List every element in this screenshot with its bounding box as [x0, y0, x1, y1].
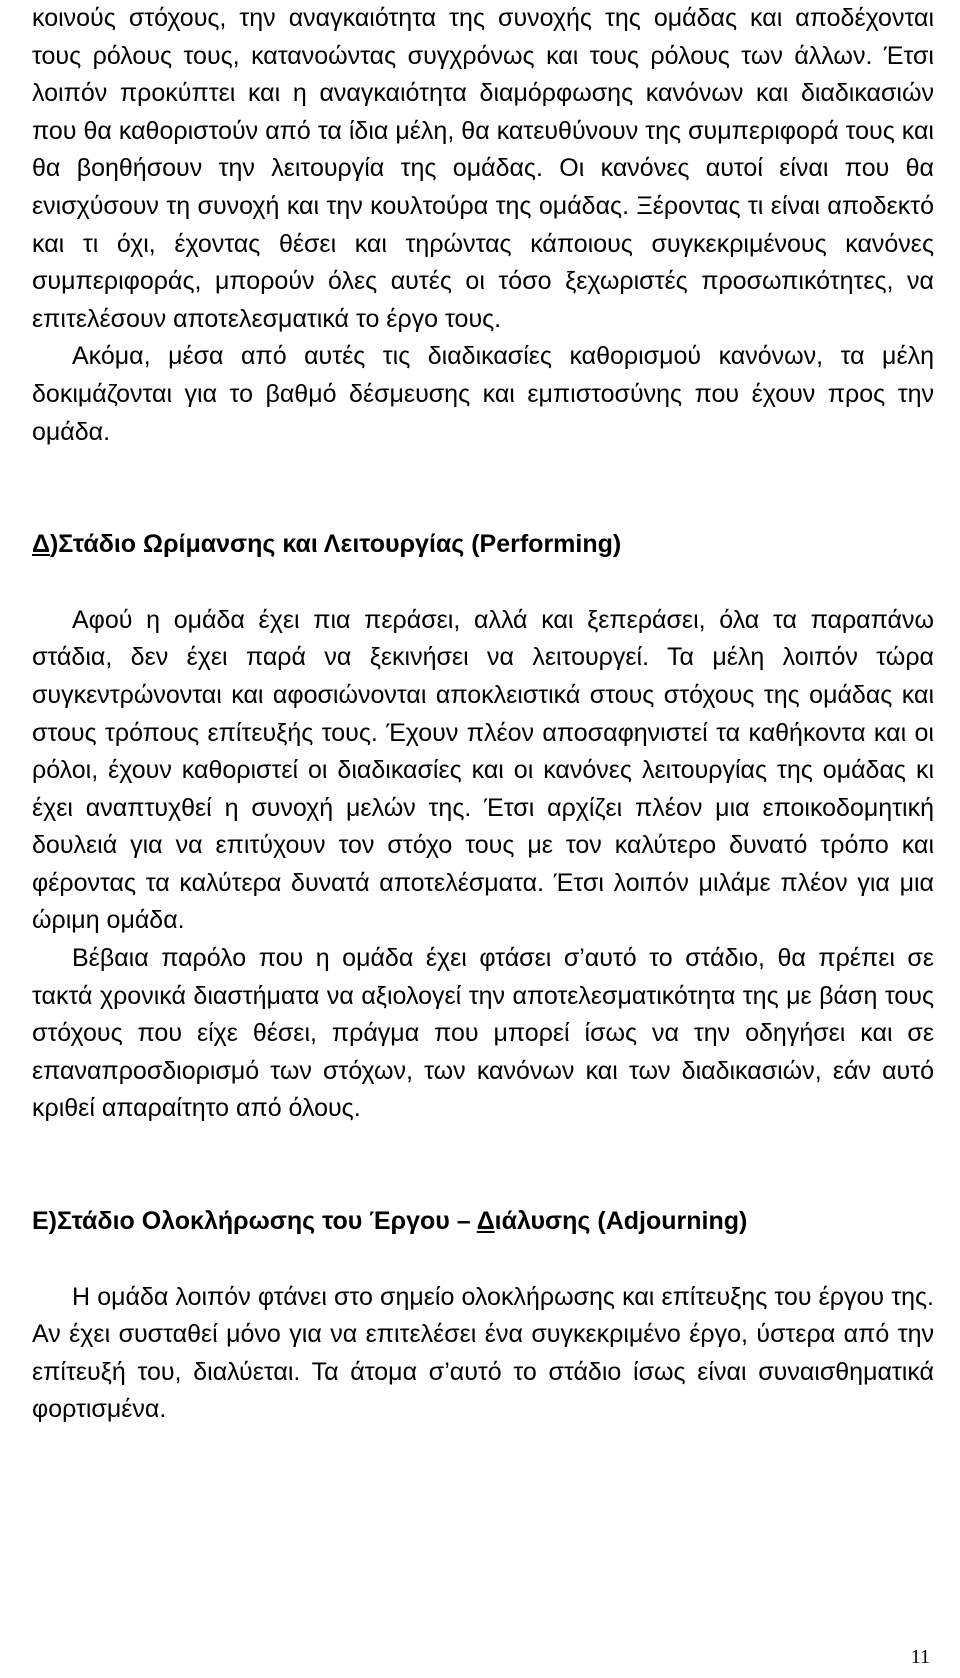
section-heading-adjourning-prefix: Ε)Στάδιο Ολοκλήρωσης του Έργου –	[32, 1207, 477, 1236]
paragraph-commitment: Ακόμα, μέσα από αυτές τις διαδικασίες καθορισμού κανόνων, τα μέλη δοκιμάζονται για το βαθμό δέσμευσης και εμπιστοσύνης που έχουν προς την ομάδα.	[32, 342, 934, 446]
document-page	[32, 0, 934, 1429]
section-heading-performing	[32, 526, 934, 564]
page-number: 11	[910, 1646, 930, 1668]
paragraph-continuation: κοινούς στόχους, την αναγκαιότητα της συνοχής της ομάδας και αποδέχονται τους ρόλους τους, κατανοώντας συγχρόνως και τους ρόλους των άλλων. Έτσι λοιπόν προκύπτει και η αναγκαιότητα διαμόρφωσης κανόνων και διαδικασιών που θα καθοριστούν από τα ίδια μέλη, θα κατευθύνουν της συμπεριφορά τους και θα βοηθήσουν την λειτουργία της ομάδας. Οι κανόνες αυτοί είναι που θα ενισχύσουν τη συνοχή και την κουλτούρα της ομάδας. Ξέροντας τι είναι αποδεκτό και τι όχι, έχοντας θέσει και τηρώντας κάποιους συγκεκριμένους κανόνες συμπεριφοράς, μπορούν όλες αυτές οι τόσο ξεχωριστές προσωπικότητες, να επιτελέσουν αποτελεσματικά το έργο τους.	[32, 4, 934, 333]
paragraph-adjourning-1: Η ομάδα λοιπόν φτάνει στο σημείο ολοκλήρωσης και επίτευξης του έργου της. Αν έχει συσταθεί μόνο για να επιτελέσει ένα συγκεκριμένο έργο, ύστερα από την επίτευξή του, διαλύεται. Τα άτομα σ’αυτό το στάδιο ίσως είναι συναισθηματικά φορτισμένα.	[32, 1282, 934, 1424]
section-heading-performing-letter: Δ	[32, 530, 50, 559]
paragraph-performing-1: Αφού η ομάδα έχει πια περάσει, αλλά και ξεπεράσει, όλα τα παραπάνω στάδια, δεν έχει παρά να ξεκινήσει να λειτουργεί. Τα μέλη λοιπόν τώρα συγκεντρώνονται και αφοσιώνονται αποκλειστικά στους στόχους της ομάδας και στους τρόπους επίτευξής τους. Έχουν πλέον αποσαφηνιστεί τα καθήκοντα και οι ρόλοι, έχουν καθοριστεί οι διαδικασίες και οι κανόνες λειτουργίας της ομάδας κι έχει αναπτυχθεί η συνοχή μελών της. Έτσι αρχίζει πλέον μια εποικοδομητική δουλειά για να επιτύχουν τον στόχο τους με τον καλύτερο δυνατό τρόπο και φέροντας τα καλύτερα δυνατά αποτελέσματα. Έτσι λοιπόν μιλάμε πλέον για μια ώριμη ομάδα.	[32, 605, 934, 935]
section-heading-performing-text: )Στάδιο Ωρίμανσης και Λειτουργίας (Performing)	[49, 530, 622, 559]
paragraph-performing-2: Βέβαια παρόλο που η ομάδα έχει φτάσει σ’αυτό το στάδιο, θα πρέπει σε τακτά χρονικά διαστήματα να αξιολογεί την αποτελεσματικότητα της με βάση τους στόχους που είχε θέσει, πράγμα που μπορεί ίσως να την οδηγήσει και σε επαναπροσδιορισμό των στόχων, των κανόνων και των διαδικασιών, εάν αυτό κριθεί απαραίτητο από όλους.	[32, 944, 934, 1123]
section-heading-adjourning-letter: Δ	[476, 1207, 495, 1236]
section-heading-adjourning	[32, 1203, 934, 1241]
section-heading-adjourning-text: ιάλυσης (Adjourning)	[494, 1207, 748, 1236]
